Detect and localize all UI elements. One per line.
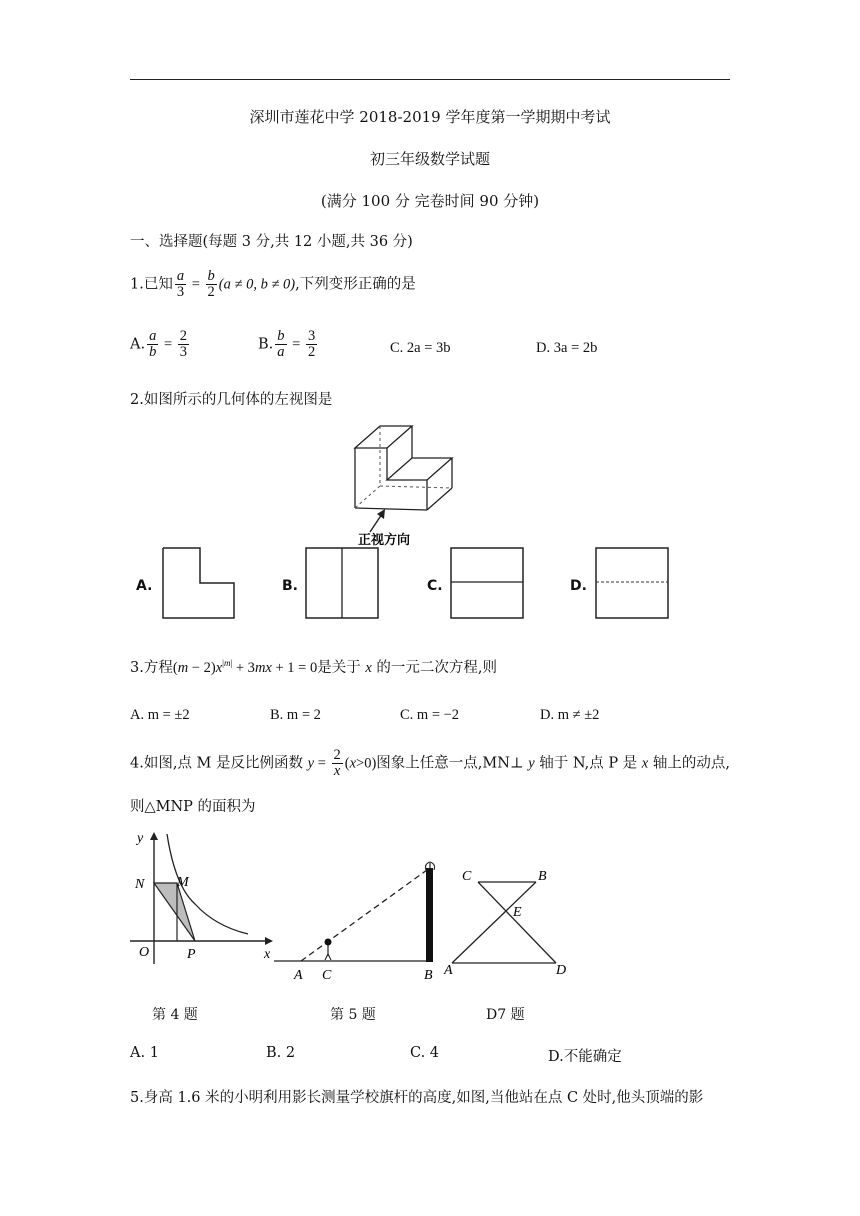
fig7-label-b: B	[538, 869, 547, 884]
q2-option-c-label: C.	[427, 578, 443, 594]
question-1: 1.已知 $\frac{a}{3}$ = $\frac{b}{2}$ (a ≠ 0, b ≠ 0),下列变形正确的是	[130, 268, 416, 301]
q3-option-b: B. m = 2	[270, 707, 321, 723]
q4-option-c: C. 4	[410, 1045, 440, 1061]
q2-option-b-shape	[305, 547, 379, 619]
q1-fraction-a3: $\frac{a}{3}$	[176, 268, 185, 301]
q2-option-a-label: A.	[136, 578, 153, 594]
q2-solid-figure	[330, 418, 470, 546]
figure-7	[440, 862, 580, 980]
question-3: 3.方程$(m - 2)x^{|m|} + 3mx + 1 = 0$是关于 x 的一元二次方程,则	[130, 658, 497, 676]
q1-prefix: 1.已知	[130, 276, 173, 293]
q2-option-d-label: D.	[570, 578, 587, 594]
fig5-label-b: B	[424, 968, 433, 983]
question-2: 2.如图所示的几何体的左视图是	[130, 392, 333, 408]
q1-condition: (a ≠ 0, b ≠ 0)	[218, 276, 296, 293]
section-heading: 一、选择题(每题 3 分,共 12 小题,共 36 分)	[130, 234, 413, 250]
figure-5	[272, 858, 444, 983]
q3-option-a: A. m = ±2	[130, 707, 190, 723]
question-5: 5.身高 1.6 米的小明利用影长测量学校旗杆的高度,如图,当他站在点 C 处时,他头顶端的影	[130, 1090, 704, 1106]
q2-option-d-shape	[595, 547, 669, 619]
header-rule	[130, 79, 730, 80]
fig4-caption: 第 4 题	[152, 1007, 198, 1023]
fig4-label-m: M	[177, 875, 189, 890]
q1-suffix: ,下列变形正确的是	[295, 276, 416, 293]
figure-4	[125, 826, 280, 966]
q3-option-c: C. m = −2	[400, 707, 460, 723]
q2-option-b-label: B.	[282, 578, 298, 594]
question-4: 4.如图,点 M 是反比例函数 y = $\frac{2}{x}$ (x>0)图象上任意一点,MN⊥ y 轴于 N,点 P 是 x 轴上的动点,	[130, 747, 730, 780]
q1-option-b: B. $\frac{b}{a}$ = $\frac{3}{2}$	[258, 328, 316, 361]
fig4-label-o: O	[139, 945, 150, 960]
q3-option-d: D. m ≠ ±2	[540, 707, 600, 723]
fig4-label-y: y	[137, 831, 144, 846]
fig7-label-d: D	[556, 963, 567, 978]
q3-equation: $(m - 2)x^{|m|} + 3mx + 1 = 0$	[172, 658, 318, 676]
fig7-label-e: E	[513, 905, 522, 920]
fig5-label-c: C	[322, 968, 332, 983]
fig7-label-a: A	[444, 963, 453, 978]
q1-fraction-b2: $\frac{b}{2}$	[207, 268, 215, 301]
q2-option-a-shape	[162, 547, 236, 619]
fig4-label-x: x	[264, 947, 271, 962]
exam-info: (满分 100 分 完卷时间 90 分钟)	[320, 192, 540, 210]
fig4-label-p: P	[187, 947, 196, 962]
exam-title: 深圳市莲花中学 2018-2019 学年度第一学期期中考试	[249, 108, 611, 126]
q4-option-b: B. 2	[266, 1045, 296, 1061]
fig5-label-a: A	[294, 968, 303, 983]
question-4-line2: 则△MNP 的面积为	[130, 799, 256, 815]
q2-option-c-shape	[450, 547, 524, 619]
fig7-label-c: C	[462, 869, 472, 884]
fig4-label-n: N	[135, 877, 145, 892]
q1-option-d: D. 3a = 2b	[536, 340, 598, 356]
q1-option-c: C. 2a = 3b	[390, 340, 451, 356]
fig5-caption: 第 5 题	[330, 1007, 376, 1023]
q4-option-a: A. 1	[130, 1045, 159, 1061]
q2-direction-label: 正视方向	[358, 533, 411, 546]
fig7-caption: D7 题	[486, 1007, 525, 1023]
q1-option-a: A. $\frac{a}{b}$ = $\frac{2}{3}$	[130, 328, 188, 361]
exam-subtitle: 初三年级数学试题	[369, 150, 490, 168]
q4-option-d: D.不能确定	[548, 1049, 622, 1065]
